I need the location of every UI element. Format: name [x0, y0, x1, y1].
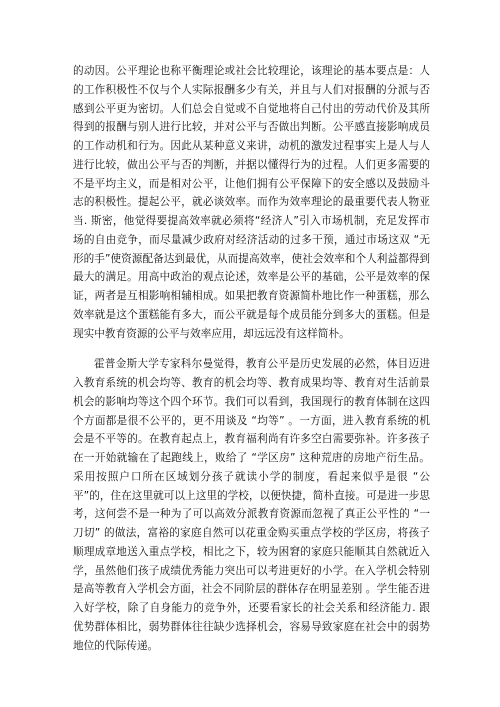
paragraph-coleman-education-equity: 霍普金斯大学专家科尔曼觉得，教育公平是历史发展的必然，体目迈进入教育系统的机会均等、教育的机会均等、教育成果均等、教育对生活前景机会的影响均等这个四个环节。我们可以看到，我国现行的教育体制在这四个方面都是很不公平的，更不用谈及 “均等” 。一方面，进入教育系统的机会是不平等的。在教育起点上，教育福利尚有许多空白需要弥补。许多孩子在一开始就输在了起跑线上，败给了 “学区房” 这种荒唐的房地产衍生品。采用按照户口所在区域划分孩子就读小学的制度，看起来似乎是很 “公平”的，住在这里就可以上这里的学校，以便快捷，简朴直接。可是进一步思考，这何尝不是一种为了可以高效分派教育资源而忽视了真正公平性的 “一刀切” 的做法，富裕的家庭自然可以花重金购买重点学校的学区房，将孩子顺理成章地送入重点学校，相比之下，较为困窘的家庭只能顺其自然就近入学，虽然他们孩子成绩优秀能力突出可以考进更好的小学。在入学机会特别是高等教育入学机会方面，社会不同阶层的群体存在明显差别 。学生能否进入好学校，除了自身能力的竞争外，还要看家长的社会关系和经济能力. 跟优势群体相比，弱势群体往往缺少选择机会，容易导致家庭在社会中的弱势地位的代际传递。 — [73, 358, 430, 652]
document-body — [73, 62, 430, 655]
paragraph-equity-theory: 的动因。公平理论也称平衡理论或社会比较理论，该理论的基本要点是：人的工作积极性不仅与个人实际报酬多少有关，并且与人们对报酬的分派与否感到公平更为密切。人们总会自觉或不自觉地将自己付出的劳动代价及其所得到的报酬与别人进行比较，并对公平与否做出判断。公平感直接影响成员的工作动机和行为。因此从某种意义来讲，动机的激发过程事实上是人与人进行比较，做出公平与否的判断，并据以懂得行为的过程。人们更多需要的不是平均主义，而是相对公平，让他们拥有公平保障下的安全感以及鼓励斗志的积极性。提起公平，就必谈效率。而作为效率理论的最重要代表人物亚当. 斯密，他觉得要提高效率就必须将“经济人”引入市场机制，充足发挥市场的自由竞争，而尽量减少政府对经济活动的过多干预，通过市场这双 “无形的手”使资源配备达到最优，从而提高效率，使社会效率和个人利益都得到最大的满足。用高中政治的观点论述，效率是公平的基础，公平是效率的保证，两者是互相影响相辅相成。如果把教育资源简朴地比作一种蛋糕，那么效率就是这个蛋糕能有多大，而公平就是每个成员能分到多大的蛋糕。但是现实中教育资源的公平与效率应用，却远远没有这样简朴。 — [73, 65, 430, 340]
